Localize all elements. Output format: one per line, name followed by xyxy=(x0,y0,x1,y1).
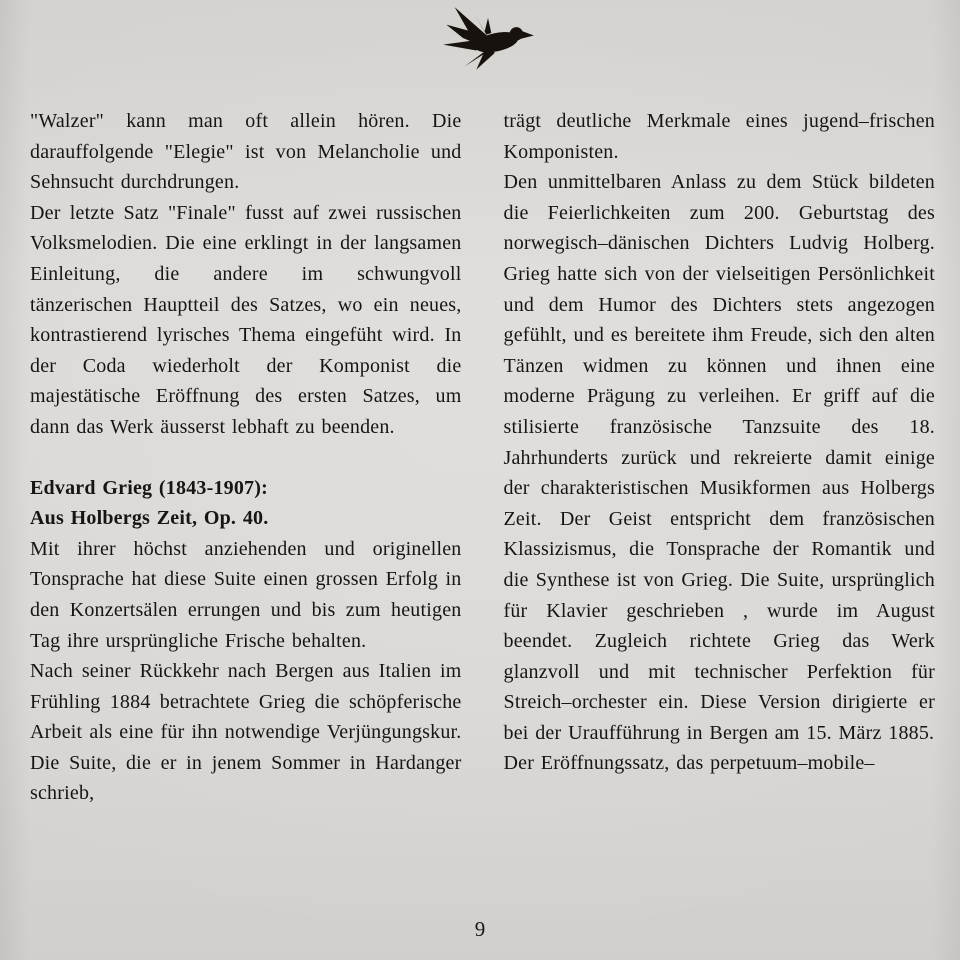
right-column xyxy=(504,106,936,809)
page-number: 9 xyxy=(474,917,486,941)
bird-icon xyxy=(438,0,538,76)
paragraph-suite-intro: Mit ihrer höchst anziehenden und originellen Tonsprache hat diese Suite einen grossen Erfolg in den Konzertsälen errungen und bis zum heutigen Tag ihre ursprüngliche Frische behalten. xyxy=(30,537,462,652)
text-columns xyxy=(30,106,935,809)
paragraph-finale: Der letzte Satz "Finale" fusst auf zwei russischen Volksmelodien. Die eine erklingt in der langsamen Einleitung, die andere im schwungvoll tänzerischen Hauptteil des Satzes, wo ein neues, kontrastierend lyrisches Thema eingefüht wird. In der Coda wiederholt der Komponist die majestätische Eröffnung des ersten Satzes, um dann das Werk äusserst lebhaft zu beenden. xyxy=(30,201,462,438)
left-column xyxy=(30,106,462,809)
paragraph-walzer-elegie: "Walzer" kann man oft allein hören. Die darauffolgende "Elegie" ist von Melancholie und Sehnsucht durchdrungen. xyxy=(30,110,462,194)
paragraph-bergen: Nach seiner Rückkehr nach Bergen aus Italien im Frühling 1884 betrachtete Grieg die schöpferische Arbeit als eine für ihn notwendige Verjüngungskur. Die Suite, die er in jenem Sommer in Hardanger schrieb, xyxy=(30,660,462,805)
heading-composer: Edvard Grieg (1843-1907): xyxy=(30,476,268,499)
heading-work-title: Aus Holbergs Zeit, Op. 40. xyxy=(30,507,269,530)
paragraph-eroeffnungssatz: Der Eröffnungssatz, das perpetuum–mobile– xyxy=(503,752,875,775)
paragraph-holberg: Den unmittelbaren Anlass zu dem Stück bildeten die Feierlichkeiten zum 200. Geburtstag des norwegisch–dänischen Dichters Ludvig Holberg. Grieg hatte sich von der vielseitigen Persönlichkeit und dem Humor des Dichters stets angezogen gefühlt, und es bereitete ihm Freude, sich den alten Tänzen widmen zu können und ihnen eine moderne Prägung zu verleihen. Er griff auf die stilisierte französische Tanzsuite des 18. Jahrhunderts zurück und rekreierte damit einige der charakteristischen Musikformen aus Holbergs Zeit. Der Geist entspricht dem französischen Klassizismus, die Tonsprache der Romantik und die Synthese ist von Grieg. Die Suite, ursprünglich für Klavier geschrieben , wurde im August beendet. Zugleich richtete Grieg das Werk glanzvoll und mit technischer Perfektion für Streich–orchester ein. Diese Version dirigierte er bei der Uraufführung in Bergen am 15. März 1885. xyxy=(503,171,935,744)
paragraph-traegt: trägt deutliche Merkmale eines jugend–frischen Komponisten. xyxy=(503,110,935,163)
